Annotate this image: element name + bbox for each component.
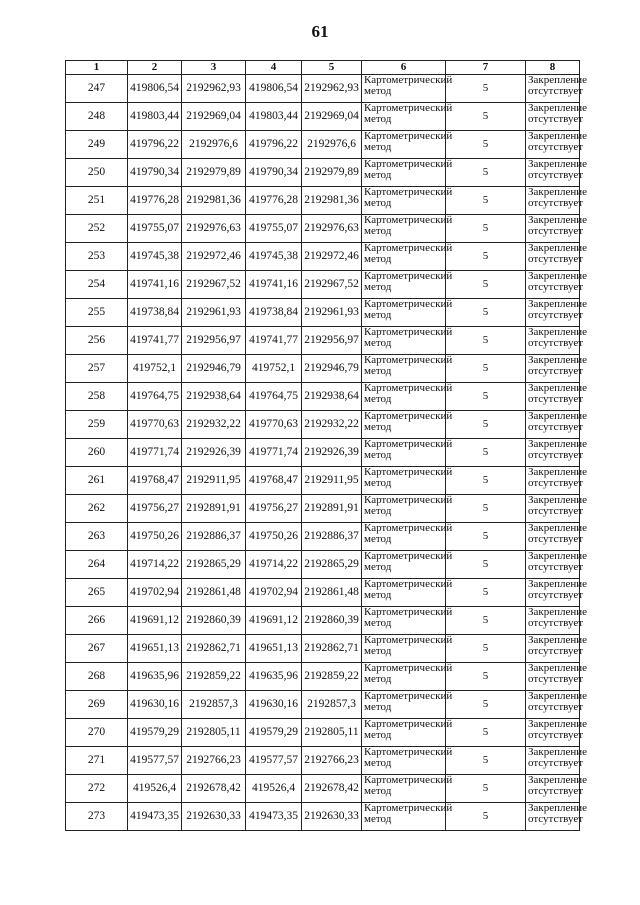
accuracy-cell: 5 <box>446 691 526 719</box>
table-row <box>66 523 580 551</box>
x-coordinate-cell: 419577,57 <box>246 747 302 775</box>
accuracy-cell: 5 <box>446 775 526 803</box>
method-cell: Картометрический метод <box>362 215 446 243</box>
x-coordinate-cell: 419651,13 <box>246 635 302 663</box>
point-number-cell: 266 <box>66 607 128 635</box>
y-coordinate-cell: 2192967,52 <box>182 271 246 299</box>
x-coordinate-cell: 419741,77 <box>246 327 302 355</box>
point-number-cell: 264 <box>66 551 128 579</box>
y-coordinate-cell: 2192961,93 <box>302 299 362 327</box>
fixing-description-cell: Закрепление отсутствует <box>526 131 580 159</box>
y-coordinate-cell: 2192946,79 <box>182 355 246 383</box>
y-coordinate-cell: 2192981,36 <box>302 187 362 215</box>
x-coordinate-cell: 419702,94 <box>128 579 182 607</box>
accuracy-cell: 5 <box>446 383 526 411</box>
x-coordinate-cell: 419473,35 <box>128 803 182 831</box>
fixing-description-cell: Закрепление отсутствует <box>526 495 580 523</box>
accuracy-cell: 5 <box>446 243 526 271</box>
method-cell: Картометрический метод <box>362 747 446 775</box>
y-coordinate-cell: 2192969,04 <box>302 103 362 131</box>
fixing-description-cell: Закрепление отсутствует <box>526 355 580 383</box>
x-coordinate-cell: 419755,07 <box>246 215 302 243</box>
method-cell: Картометрический метод <box>362 467 446 495</box>
x-coordinate-cell: 419635,96 <box>246 663 302 691</box>
point-number-cell: 251 <box>66 187 128 215</box>
accuracy-cell: 5 <box>446 299 526 327</box>
x-coordinate-cell: 419691,12 <box>246 607 302 635</box>
method-cell: Картометрический метод <box>362 243 446 271</box>
x-coordinate-cell: 419752,1 <box>128 355 182 383</box>
x-coordinate-cell: 419741,16 <box>246 271 302 299</box>
accuracy-cell: 5 <box>446 551 526 579</box>
x-coordinate-cell: 419745,38 <box>246 243 302 271</box>
x-coordinate-cell: 419803,44 <box>128 103 182 131</box>
coordinates-table <box>65 60 588 831</box>
table-row <box>66 803 580 831</box>
y-coordinate-cell: 2192926,39 <box>302 439 362 467</box>
x-coordinate-cell: 419702,94 <box>246 579 302 607</box>
x-coordinate-cell: 419691,12 <box>128 607 182 635</box>
table-row <box>66 495 580 523</box>
y-coordinate-cell: 2192976,63 <box>182 215 246 243</box>
accuracy-cell: 5 <box>446 411 526 439</box>
method-cell: Картометрический метод <box>362 663 446 691</box>
accuracy-cell: 5 <box>446 747 526 775</box>
table-row <box>66 159 580 187</box>
table-row <box>66 327 580 355</box>
table-row <box>66 775 580 803</box>
table-row <box>66 439 580 467</box>
accuracy-cell: 5 <box>446 439 526 467</box>
y-coordinate-cell: 2192766,23 <box>182 747 246 775</box>
point-number-cell: 252 <box>66 215 128 243</box>
table-row <box>66 383 580 411</box>
y-coordinate-cell: 2192805,11 <box>302 719 362 747</box>
point-number-cell: 260 <box>66 439 128 467</box>
point-number-cell: 249 <box>66 131 128 159</box>
method-cell: Картометрический метод <box>362 803 446 831</box>
x-coordinate-cell: 419651,13 <box>128 635 182 663</box>
point-number-cell: 262 <box>66 495 128 523</box>
column-header: 5 <box>302 61 362 75</box>
y-coordinate-cell: 2192972,46 <box>182 243 246 271</box>
method-cell: Картометрический метод <box>362 355 446 383</box>
x-coordinate-cell: 419770,63 <box>128 411 182 439</box>
y-coordinate-cell: 2192911,95 <box>302 467 362 495</box>
point-number-cell: 267 <box>66 635 128 663</box>
fixing-description-cell: Закрепление отсутствует <box>526 803 580 831</box>
x-coordinate-cell: 419764,75 <box>246 383 302 411</box>
fixing-description-cell: Закрепление отсутствует <box>526 103 580 131</box>
y-coordinate-cell: 2192956,97 <box>182 327 246 355</box>
x-coordinate-cell: 419741,77 <box>128 327 182 355</box>
header-row <box>66 61 580 75</box>
accuracy-cell: 5 <box>446 523 526 551</box>
y-coordinate-cell: 2192961,93 <box>182 299 246 327</box>
method-cell: Картометрический метод <box>362 383 446 411</box>
y-coordinate-cell: 2192976,6 <box>302 131 362 159</box>
y-coordinate-cell: 2192891,91 <box>302 495 362 523</box>
accuracy-cell: 5 <box>446 467 526 495</box>
x-coordinate-cell: 419714,22 <box>128 551 182 579</box>
x-coordinate-cell: 419755,07 <box>128 215 182 243</box>
fixing-description-cell: Закрепление отсутствует <box>526 467 580 495</box>
y-coordinate-cell: 2192979,89 <box>182 159 246 187</box>
accuracy-cell: 5 <box>446 803 526 831</box>
point-number-cell: 271 <box>66 747 128 775</box>
y-coordinate-cell: 2192962,93 <box>182 75 246 103</box>
x-coordinate-cell: 419790,34 <box>246 159 302 187</box>
method-cell: Картометрический метод <box>362 411 446 439</box>
point-number-cell: 273 <box>66 803 128 831</box>
fixing-description-cell: Закрепление отсутствует <box>526 579 580 607</box>
y-coordinate-cell: 2192862,71 <box>302 635 362 663</box>
table-row <box>66 215 580 243</box>
x-coordinate-cell: 419526,4 <box>246 775 302 803</box>
accuracy-cell: 5 <box>446 635 526 663</box>
y-coordinate-cell: 2192886,37 <box>182 523 246 551</box>
table-row <box>66 299 580 327</box>
x-coordinate-cell: 419806,54 <box>246 75 302 103</box>
method-cell: Картометрический метод <box>362 607 446 635</box>
fixing-description-cell: Закрепление отсутствует <box>526 243 580 271</box>
y-coordinate-cell: 2192865,29 <box>182 551 246 579</box>
fixing-description-cell: Закрепление отсутствует <box>526 523 580 551</box>
point-number-cell: 257 <box>66 355 128 383</box>
method-cell: Картометрический метод <box>362 159 446 187</box>
x-coordinate-cell: 419756,27 <box>128 495 182 523</box>
method-cell: Картометрический метод <box>362 439 446 467</box>
y-coordinate-cell: 2192805,11 <box>182 719 246 747</box>
point-number-cell: 247 <box>66 75 128 103</box>
point-number-cell: 265 <box>66 579 128 607</box>
method-cell: Картометрический метод <box>362 523 446 551</box>
y-coordinate-cell: 2192861,48 <box>302 579 362 607</box>
fixing-description-cell: Закрепление отсутствует <box>526 775 580 803</box>
point-number-cell: 258 <box>66 383 128 411</box>
x-coordinate-cell: 419771,74 <box>128 439 182 467</box>
accuracy-cell: 5 <box>446 607 526 635</box>
fixing-description-cell: Закрепление отсутствует <box>526 719 580 747</box>
column-header: 3 <box>182 61 246 75</box>
x-coordinate-cell: 419579,29 <box>246 719 302 747</box>
fixing-description-cell: Закрепление отсутствует <box>526 215 580 243</box>
x-coordinate-cell: 419577,57 <box>128 747 182 775</box>
y-coordinate-cell: 2192678,42 <box>302 775 362 803</box>
y-coordinate-cell: 2192857,3 <box>302 691 362 719</box>
y-coordinate-cell: 2192860,39 <box>182 607 246 635</box>
x-coordinate-cell: 419796,22 <box>128 131 182 159</box>
x-coordinate-cell: 419635,96 <box>128 663 182 691</box>
y-coordinate-cell: 2192857,3 <box>182 691 246 719</box>
page-number: 61 <box>311 22 329 41</box>
table-row <box>66 411 580 439</box>
method-cell: Картометрический метод <box>362 635 446 663</box>
point-number-cell: 253 <box>66 243 128 271</box>
method-cell: Картометрический метод <box>362 299 446 327</box>
y-coordinate-cell: 2192862,71 <box>182 635 246 663</box>
y-coordinate-cell: 2192938,64 <box>302 383 362 411</box>
point-number-cell: 269 <box>66 691 128 719</box>
table-row <box>66 719 580 747</box>
table-row <box>66 103 580 131</box>
fixing-description-cell: Закрепление отсутствует <box>526 159 580 187</box>
accuracy-cell: 5 <box>446 495 526 523</box>
point-number-cell: 270 <box>66 719 128 747</box>
x-coordinate-cell: 419526,4 <box>128 775 182 803</box>
x-coordinate-cell: 419738,84 <box>128 299 182 327</box>
point-number-cell: 268 <box>66 663 128 691</box>
table-row <box>66 747 580 775</box>
y-coordinate-cell: 2192962,93 <box>302 75 362 103</box>
x-coordinate-cell: 419771,74 <box>246 439 302 467</box>
point-number-cell: 254 <box>66 271 128 299</box>
fixing-description-cell: Закрепление отсутствует <box>526 663 580 691</box>
method-cell: Картометрический метод <box>362 271 446 299</box>
y-coordinate-cell: 2192938,64 <box>182 383 246 411</box>
method-cell: Картометрический метод <box>362 103 446 131</box>
point-number-cell: 259 <box>66 411 128 439</box>
y-coordinate-cell: 2192956,97 <box>302 327 362 355</box>
table-row <box>66 187 580 215</box>
table-row <box>66 579 580 607</box>
method-cell: Картометрический метод <box>362 327 446 355</box>
point-number-cell: 248 <box>66 103 128 131</box>
accuracy-cell: 5 <box>446 355 526 383</box>
point-number-cell: 255 <box>66 299 128 327</box>
fixing-description-cell: Закрепление отсутствует <box>526 439 580 467</box>
fixing-description-cell: Закрепление отсутствует <box>526 383 580 411</box>
y-coordinate-cell: 2192859,22 <box>302 663 362 691</box>
column-header: 2 <box>128 61 182 75</box>
point-number-cell: 272 <box>66 775 128 803</box>
accuracy-cell: 5 <box>446 75 526 103</box>
accuracy-cell: 5 <box>446 215 526 243</box>
column-header: 6 <box>362 61 446 75</box>
table-row <box>66 271 580 299</box>
x-coordinate-cell: 419738,84 <box>246 299 302 327</box>
table-row <box>66 243 580 271</box>
method-cell: Картометрический метод <box>362 719 446 747</box>
y-coordinate-cell: 2192859,22 <box>182 663 246 691</box>
table-row <box>66 663 580 691</box>
x-coordinate-cell: 419714,22 <box>246 551 302 579</box>
x-coordinate-cell: 419806,54 <box>128 75 182 103</box>
table-body <box>66 74 588 831</box>
x-coordinate-cell: 419756,27 <box>246 495 302 523</box>
x-coordinate-cell: 419768,47 <box>128 467 182 495</box>
y-coordinate-cell: 2192981,36 <box>182 187 246 215</box>
method-cell: Картометрический метод <box>362 775 446 803</box>
fixing-description-cell: Закрепление отсутствует <box>526 551 580 579</box>
point-number-cell: 250 <box>66 159 128 187</box>
y-coordinate-cell: 2192861,48 <box>182 579 246 607</box>
y-coordinate-cell: 2192865,29 <box>302 551 362 579</box>
x-coordinate-cell: 419579,29 <box>128 719 182 747</box>
fixing-description-cell: Закрепление отсутствует <box>526 691 580 719</box>
x-coordinate-cell: 419776,28 <box>128 187 182 215</box>
method-cell: Картометрический метод <box>362 579 446 607</box>
y-coordinate-cell: 2192911,95 <box>182 467 246 495</box>
accuracy-cell: 5 <box>446 131 526 159</box>
column-header: 7 <box>446 61 526 75</box>
fixing-description-cell: Закрепление отсутствует <box>526 187 580 215</box>
x-coordinate-cell: 419752,1 <box>246 355 302 383</box>
y-coordinate-cell: 2192979,89 <box>302 159 362 187</box>
fixing-description-cell: Закрепление отсутствует <box>526 747 580 775</box>
y-coordinate-cell: 2192946,79 <box>302 355 362 383</box>
accuracy-cell: 5 <box>446 187 526 215</box>
x-coordinate-cell: 419776,28 <box>246 187 302 215</box>
fixing-description-cell: Закрепление отсутствует <box>526 411 580 439</box>
method-cell: Картометрический метод <box>362 691 446 719</box>
x-coordinate-cell: 419745,38 <box>128 243 182 271</box>
x-coordinate-cell: 419630,16 <box>128 691 182 719</box>
accuracy-cell: 5 <box>446 663 526 691</box>
y-coordinate-cell: 2192932,22 <box>302 411 362 439</box>
fixing-description-cell: Закрепление отсутствует <box>526 327 580 355</box>
table-row <box>66 607 580 635</box>
column-header: 8 <box>526 61 580 75</box>
x-coordinate-cell: 419796,22 <box>246 131 302 159</box>
y-coordinate-cell: 2192972,46 <box>302 243 362 271</box>
point-number-cell: 256 <box>66 327 128 355</box>
y-coordinate-cell: 2192976,6 <box>182 131 246 159</box>
method-cell: Картометрический метод <box>362 187 446 215</box>
method-cell: Картометрический метод <box>362 495 446 523</box>
y-coordinate-cell: 2192891,91 <box>182 495 246 523</box>
accuracy-cell: 5 <box>446 719 526 747</box>
x-coordinate-cell: 419741,16 <box>128 271 182 299</box>
y-coordinate-cell: 2192630,33 <box>302 803 362 831</box>
y-coordinate-cell: 2192678,42 <box>182 775 246 803</box>
table-row <box>66 551 580 579</box>
x-coordinate-cell: 419764,75 <box>128 383 182 411</box>
accuracy-cell: 5 <box>446 159 526 187</box>
accuracy-cell: 5 <box>446 271 526 299</box>
fixing-description-cell: Закрепление отсутствует <box>526 299 580 327</box>
y-coordinate-cell: 2192886,37 <box>302 523 362 551</box>
y-coordinate-cell: 2192967,52 <box>302 271 362 299</box>
method-cell: Картометрический метод <box>362 75 446 103</box>
x-coordinate-cell: 419473,35 <box>246 803 302 831</box>
y-coordinate-cell: 2192969,04 <box>182 103 246 131</box>
y-coordinate-cell: 2192932,22 <box>182 411 246 439</box>
table-row <box>66 635 580 663</box>
x-coordinate-cell: 419750,26 <box>246 523 302 551</box>
fixing-description-cell: Закрепление отсутствует <box>526 75 580 103</box>
method-cell: Картометрический метод <box>362 131 446 159</box>
x-coordinate-cell: 419770,63 <box>246 411 302 439</box>
table-row <box>66 131 580 159</box>
fixing-description-cell: Закрепление отсутствует <box>526 607 580 635</box>
table-row <box>66 691 580 719</box>
fixing-description-cell: Закрепление отсутствует <box>526 271 580 299</box>
y-coordinate-cell: 2192860,39 <box>302 607 362 635</box>
y-coordinate-cell: 2192976,63 <box>302 215 362 243</box>
y-coordinate-cell: 2192766,23 <box>302 747 362 775</box>
x-coordinate-cell: 419630,16 <box>246 691 302 719</box>
point-number-cell: 261 <box>66 467 128 495</box>
point-number-cell: 263 <box>66 523 128 551</box>
column-header: 1 <box>66 61 128 75</box>
accuracy-cell: 5 <box>446 327 526 355</box>
table-row <box>66 75 580 103</box>
fixing-description-cell: Закрепление отсутствует <box>526 635 580 663</box>
method-cell: Картометрический метод <box>362 551 446 579</box>
table-row <box>66 355 580 383</box>
column-header: 4 <box>246 61 302 75</box>
x-coordinate-cell: 419768,47 <box>246 467 302 495</box>
y-coordinate-cell: 2192926,39 <box>182 439 246 467</box>
x-coordinate-cell: 419803,44 <box>246 103 302 131</box>
table-row <box>66 467 580 495</box>
x-coordinate-cell: 419790,34 <box>128 159 182 187</box>
y-coordinate-cell: 2192630,33 <box>182 803 246 831</box>
x-coordinate-cell: 419750,26 <box>128 523 182 551</box>
accuracy-cell: 5 <box>446 103 526 131</box>
accuracy-cell: 5 <box>446 579 526 607</box>
